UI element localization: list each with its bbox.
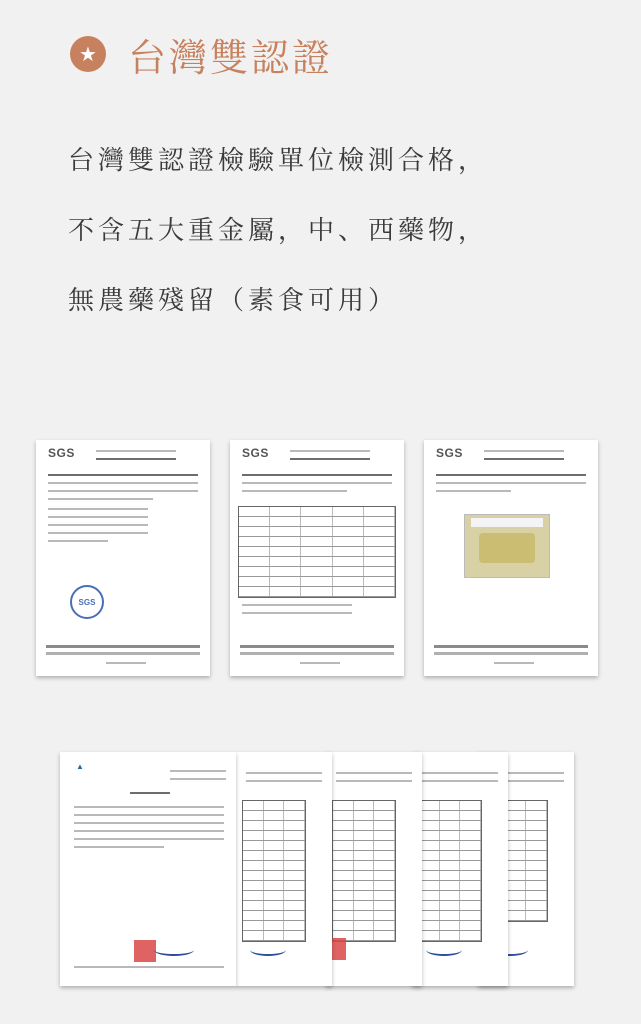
- sgs-logo: SGS: [242, 446, 269, 460]
- tuv-report-page-3: [326, 752, 422, 986]
- section-header: [70, 30, 333, 78]
- signature: [154, 944, 194, 956]
- sgs-report-3: [424, 440, 598, 676]
- tuv-report-page-1: [60, 752, 236, 986]
- tuv-logo-icon: ▲: [76, 762, 84, 771]
- description-line: 台灣雙認證檢驗單位檢測合格，: [68, 146, 489, 176]
- sgs-logo: SGS: [436, 446, 463, 460]
- sgs-report-2: [230, 440, 404, 676]
- tuv-report-page-4: [412, 752, 508, 986]
- star-icon: ★: [70, 36, 106, 72]
- results-table: [238, 506, 396, 598]
- section-title: 台灣雙認證: [128, 35, 334, 80]
- description-line: 無農藥殘留（素食可用）: [68, 286, 399, 316]
- sgs-report-1: [36, 440, 210, 676]
- sample-photo: [464, 514, 550, 578]
- tuv-report-page-2: [236, 752, 332, 986]
- sgs-logo: SGS: [48, 446, 75, 460]
- description: [68, 138, 588, 348]
- description-line: 不含五大重金屬，中、西藥物，: [68, 216, 489, 246]
- sgs-stamp: SGS: [70, 585, 104, 619]
- red-seal: [134, 940, 156, 962]
